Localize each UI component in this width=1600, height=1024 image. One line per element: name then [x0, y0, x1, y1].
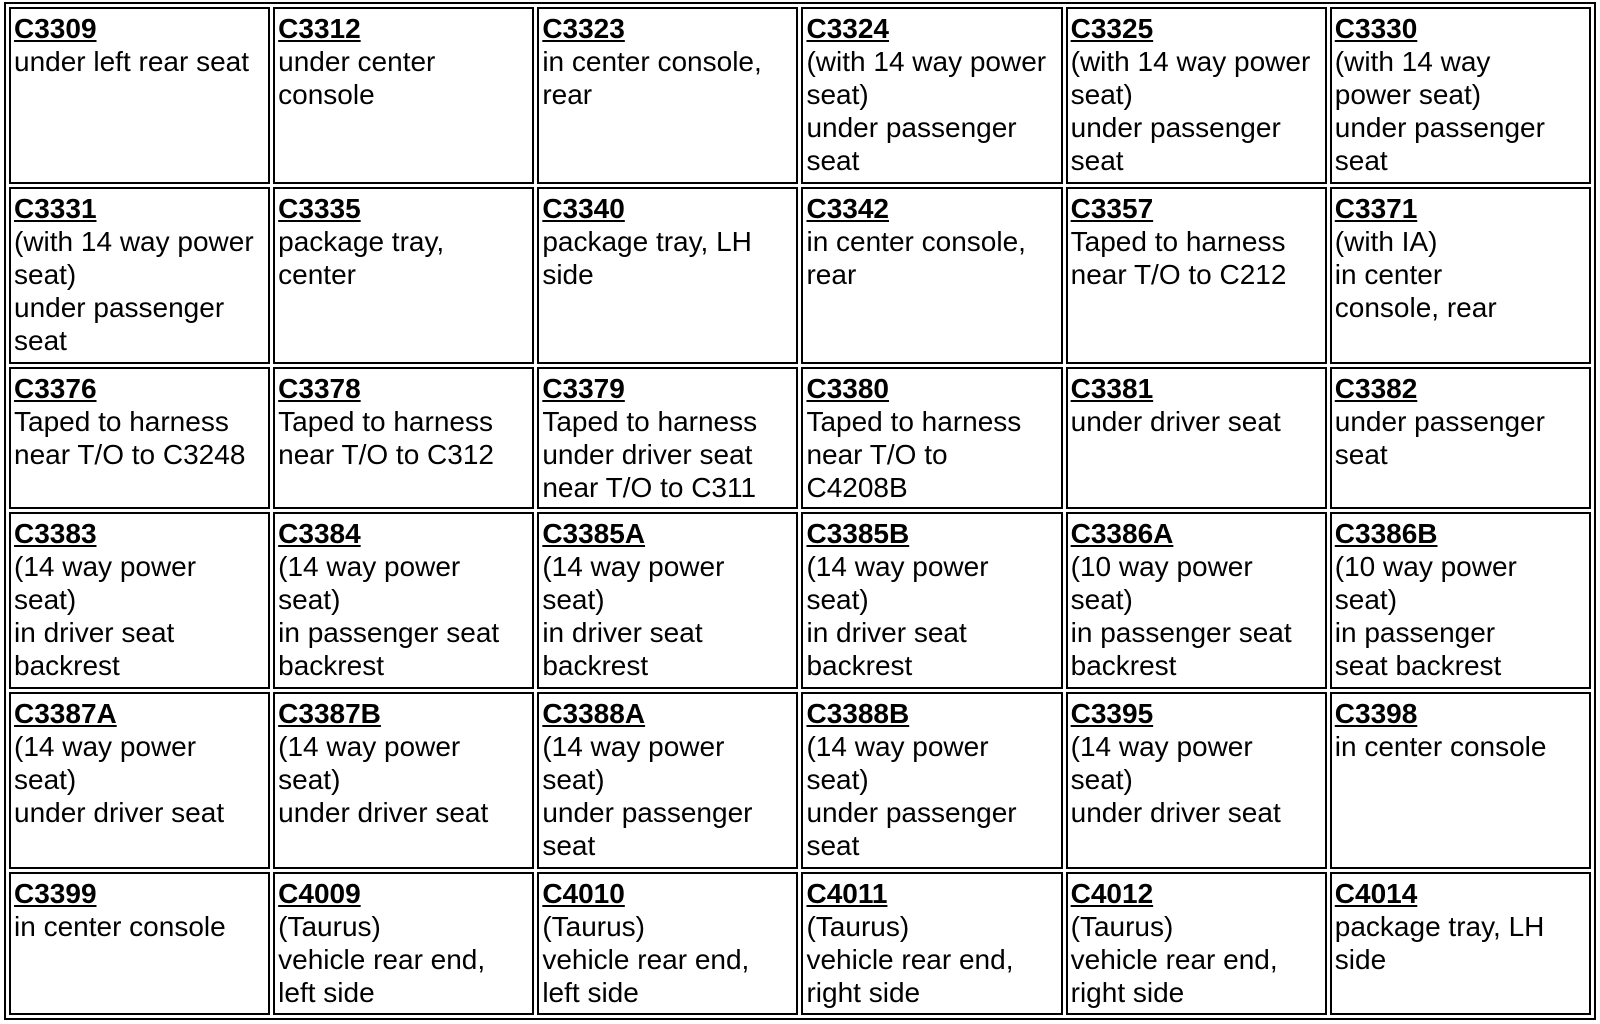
connector-code: C3340 — [542, 192, 625, 224]
table-cell — [273, 512, 534, 689]
table-cell — [1330, 512, 1591, 689]
connector-location-line: in driver seat — [14, 617, 175, 649]
connector-location-line: seat — [1334, 438, 1388, 470]
table-cell — [273, 7, 534, 184]
table-cell — [801, 187, 1062, 364]
connector-location-line: Taped to harness — [1070, 225, 1286, 257]
connector-location-line: seat) — [806, 764, 869, 796]
table-cell — [9, 187, 270, 364]
table-cell — [9, 7, 270, 184]
connector-location-line: (with 14 way — [1334, 46, 1491, 77]
connector-location-line: under driver seat — [1070, 405, 1281, 437]
connector-code: C3325 — [1070, 13, 1154, 44]
table-cell — [1066, 7, 1327, 184]
table-cell — [537, 512, 798, 689]
table-cell — [537, 367, 798, 510]
connector-location-line: left side — [542, 977, 639, 1009]
connector-location-line: (with 14 way power — [1070, 46, 1311, 77]
connector-location-line: under center — [278, 46, 436, 77]
connector-location-line: (14 way power — [278, 731, 461, 763]
connector-location-line: side — [542, 258, 594, 290]
connector-code: C3379 — [542, 372, 625, 404]
connector-code: C3385B — [806, 518, 910, 550]
connector-location-line: seat) — [542, 764, 605, 796]
connector-location-line: rear — [542, 79, 593, 110]
connector-location-line: under driver seat — [278, 797, 489, 829]
connector-location-line: in center — [1334, 258, 1443, 290]
connector-location-line: (14 way power — [542, 551, 725, 583]
connector-location-line: left side — [278, 977, 375, 1009]
connector-grid — [6, 4, 1594, 1018]
table-row — [9, 512, 1591, 689]
connector-code: C3378 — [278, 372, 361, 404]
connector-location-line: (Taurus) — [1070, 911, 1174, 943]
connector-location-line: seat) — [1334, 584, 1398, 616]
connector-code: C3395 — [1070, 698, 1154, 730]
connector-location-line: rear — [806, 258, 857, 290]
table-cell — [273, 367, 534, 510]
connector-location-line: package tray, LH — [542, 225, 752, 257]
connector-location-table — [4, 2, 1596, 1020]
connector-location-line: power seat) — [1334, 79, 1482, 110]
connector-location-line: vehicle rear end, — [278, 944, 486, 976]
connector-location-line: right side — [806, 977, 921, 1009]
connector-location-line: in center console — [1334, 731, 1547, 763]
table-cell — [9, 872, 270, 1015]
table-cell — [1066, 692, 1327, 869]
connector-location-line: seat) — [1070, 764, 1133, 796]
table-cell — [1330, 187, 1591, 364]
connector-code: C3331 — [14, 192, 97, 224]
connector-code: C3376 — [14, 372, 97, 404]
connector-location-line: seat — [1070, 145, 1124, 176]
connector-location-line: near T/O to — [806, 438, 948, 470]
connector-location-line: backrest — [1070, 650, 1177, 682]
table-cell — [1066, 872, 1327, 1015]
table-row — [9, 187, 1591, 364]
connector-location-line: in driver seat — [806, 617, 967, 649]
connector-location-line: seat — [1334, 145, 1388, 176]
connector-location-line: near T/O to C3248 — [14, 438, 246, 470]
connector-code: C3384 — [278, 518, 361, 550]
connector-location-line: seat — [14, 324, 67, 356]
connector-location-line: under left rear seat — [14, 46, 250, 77]
connector-location-line: (10 way power — [1070, 551, 1253, 583]
connector-grid-body — [9, 7, 1591, 1015]
table-cell — [801, 872, 1062, 1015]
connector-location-line: under passenger — [1334, 112, 1545, 143]
connector-location-line: near T/O to C312 — [278, 438, 494, 470]
connector-location-line: (14 way power — [1070, 731, 1253, 763]
connector-location-line: right side — [1070, 977, 1185, 1009]
connector-location-line: seat) — [1070, 584, 1133, 616]
connector-location-line: seat) — [278, 584, 341, 616]
connector-location-line: (14 way power — [806, 551, 989, 583]
connector-location-line: in passenger seat — [278, 617, 500, 649]
connector-location-line: under passenger — [542, 797, 753, 829]
connector-location-line: in passenger — [1334, 617, 1496, 649]
connector-location-line: C4208B — [806, 471, 908, 503]
connector-location-line: vehicle rear end, — [1070, 944, 1278, 976]
table-cell — [9, 692, 270, 869]
connector-location-line: seat — [542, 830, 596, 862]
connector-location-line: seat) — [14, 584, 77, 616]
connector-location-line: (with IA) — [1334, 225, 1438, 257]
connector-location-line: vehicle rear end, — [542, 944, 750, 976]
connector-location-line: backrest — [14, 650, 120, 682]
connector-code: C4010 — [542, 878, 625, 910]
connector-location-line: near T/O to C212 — [1070, 258, 1287, 290]
connector-location-line: side — [1334, 944, 1387, 976]
table-cell — [801, 367, 1062, 510]
table-cell — [537, 187, 798, 364]
connector-location-line: Taped to harness — [542, 405, 758, 437]
connector-code: C3387B — [278, 698, 381, 730]
connector-location-line: under passenger — [806, 797, 1017, 829]
connector-location-line: (14 way power — [14, 731, 197, 763]
connector-code: C4012 — [1070, 878, 1154, 910]
connector-code: C3388A — [542, 698, 646, 730]
connector-location-line: (14 way power — [806, 731, 989, 763]
table-cell — [273, 692, 534, 869]
connector-location-line: seat — [806, 145, 860, 176]
connector-location-line: seat) — [14, 258, 77, 290]
connector-code: C3323 — [542, 13, 625, 44]
connector-location-line: console — [278, 79, 375, 110]
connector-code: C3357 — [1070, 192, 1154, 224]
connector-location-line: under passenger — [1070, 112, 1281, 143]
connector-location-line: seat) — [278, 764, 341, 796]
connector-location-line: in center console, — [806, 225, 1026, 257]
connector-location-line: backrest — [806, 650, 913, 682]
connector-code: C3399 — [14, 878, 97, 910]
connector-location-line: backrest — [278, 650, 384, 682]
table-cell — [9, 367, 270, 510]
connector-code: C3398 — [1334, 698, 1418, 730]
table-row — [9, 367, 1591, 510]
table-cell — [537, 872, 798, 1015]
table-row — [9, 7, 1591, 184]
connector-location-line: seat — [806, 830, 860, 862]
connector-location-line: seat) — [806, 79, 869, 110]
connector-location-line: vehicle rear end, — [806, 944, 1014, 976]
connector-location-line: seat) — [806, 584, 869, 616]
connector-location-line: under passenger — [806, 112, 1017, 143]
connector-location-line: package tray, LH — [1334, 911, 1545, 943]
table-cell — [1330, 7, 1591, 184]
connector-location-line: (10 way power — [1334, 551, 1517, 583]
connector-location-line: under driver seat — [14, 797, 225, 829]
table-cell — [1330, 367, 1591, 510]
connector-location-line: (Taurus) — [806, 911, 910, 943]
table-cell — [1066, 187, 1327, 364]
connector-location-line: seat) — [542, 584, 605, 616]
connector-location-line: center — [278, 258, 356, 290]
connector-location-line: (Taurus) — [278, 911, 381, 943]
connector-code: C3342 — [806, 192, 889, 224]
connector-location-line: Taped to harness — [806, 405, 1022, 437]
table-cell — [1066, 512, 1327, 689]
connector-location-line: seat) — [1070, 79, 1133, 110]
connector-location-line: (with 14 way power — [14, 225, 254, 257]
connector-code: C3312 — [278, 13, 361, 44]
connector-location-line: backrest — [542, 650, 649, 682]
connector-location-line: seat backrest — [1334, 650, 1502, 682]
connector-location-line: in passenger seat — [1070, 617, 1292, 649]
table-cell — [801, 7, 1062, 184]
connector-code: C4011 — [806, 878, 888, 910]
connector-location-line: (14 way power — [278, 551, 461, 583]
connector-location-line: in center console — [14, 911, 226, 943]
connector-location-line: Taped to harness — [278, 405, 493, 437]
connector-location-line: package tray, — [278, 225, 445, 257]
connector-code: C3324 — [806, 13, 889, 44]
connector-code: C3386A — [1070, 518, 1174, 550]
connector-code: C3385A — [542, 518, 646, 550]
connector-code: C3388B — [806, 698, 910, 730]
table-cell — [1330, 692, 1591, 869]
table-cell — [273, 187, 534, 364]
table-cell — [537, 7, 798, 184]
connector-code: C3382 — [1334, 372, 1418, 404]
connector-code: C3380 — [806, 372, 889, 404]
connector-location-line: under passenger — [1334, 405, 1545, 437]
connector-location-line: (Taurus) — [542, 911, 646, 943]
connector-code: C3386B — [1334, 518, 1438, 550]
connector-code: C3381 — [1070, 372, 1154, 404]
connector-code: C3330 — [1334, 13, 1418, 44]
connector-location-line: (14 way power — [542, 731, 725, 763]
connector-location-line: console, rear — [1334, 291, 1497, 323]
table-row — [9, 692, 1591, 869]
connector-location-line: under driver seat — [1070, 797, 1281, 829]
connector-location-line: under passenger — [14, 291, 225, 323]
connector-location-line: under driver seat — [542, 438, 753, 470]
connector-location-line: (with 14 way power — [806, 46, 1047, 77]
connector-code: C3371 — [1334, 192, 1418, 224]
table-cell — [537, 692, 798, 869]
table-cell — [801, 692, 1062, 869]
connector-code: C3387A — [14, 698, 117, 730]
table-cell — [273, 872, 534, 1015]
connector-code: C3383 — [14, 518, 97, 550]
connector-code: C3309 — [14, 13, 97, 44]
connector-code: C3335 — [278, 192, 361, 224]
connector-code: C4009 — [278, 878, 361, 910]
connector-location-line: (14 way power — [14, 551, 197, 583]
table-cell — [1330, 872, 1591, 1015]
table-cell — [801, 512, 1062, 689]
connector-location-line: in driver seat — [542, 617, 703, 649]
connector-location-line: seat) — [14, 764, 77, 796]
connector-location-line: in center console, — [542, 46, 762, 77]
connector-location-line: Taped to harness — [14, 405, 229, 437]
table-cell — [9, 512, 270, 689]
connector-location-line: near T/O to C311 — [542, 471, 757, 503]
connector-code: C4014 — [1334, 878, 1418, 910]
table-cell — [1066, 367, 1327, 510]
table-row — [9, 872, 1591, 1015]
